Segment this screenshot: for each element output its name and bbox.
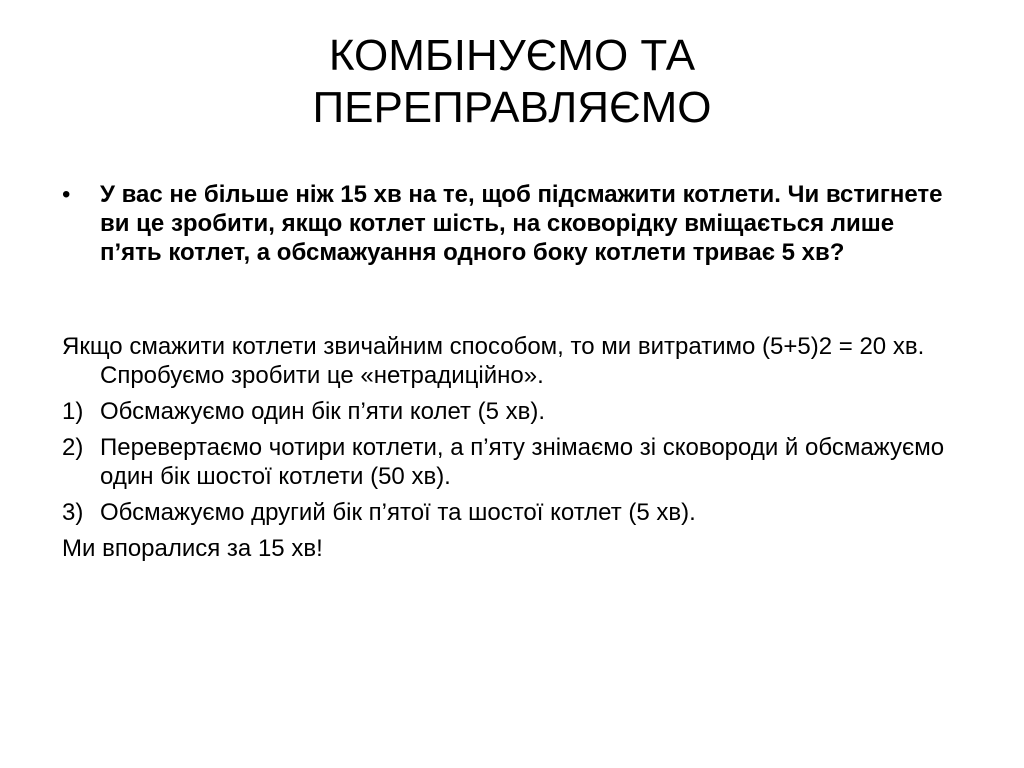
title-line-1: КОМБІНУЄМО ТА: [328, 31, 696, 80]
step-item-1: [62, 397, 962, 426]
intro-paragraph: Якщо смажити котлети звичайним способом, то ми витратимо (5+5)2 = 20 хв. Спробуємо зробити це «нетрадиційно».: [62, 333, 925, 389]
step-text: Обсмажуємо один бік п’яти колет (5 хв).: [100, 398, 546, 425]
step-number: 3): [62, 499, 84, 526]
bullet-marker: •: [62, 181, 71, 208]
step-text: Перевертаємо чотири котлети, а п’яту знімаємо зі сковороди й обсмажуємо один бік шостої котлети (50 хв).: [100, 434, 945, 490]
step-number: 2): [62, 434, 84, 461]
body-text: [62, 332, 962, 570]
step-number: 1): [62, 398, 84, 425]
slide-title: [100, 30, 924, 134]
title-line-2: ПЕРЕПРАВЛЯЄМО: [312, 83, 712, 132]
conclusion-paragraph: Ми впоралися за 15 хв!: [62, 535, 323, 562]
step-text: Обсмажуємо другий бік п’ятої та шостої котлет (5 хв).: [100, 499, 696, 526]
step-item-2: [62, 433, 962, 491]
bullet-text: У вас не більше ніж 15 хв на те, щоб підсмажити котлети. Чи встигнете ви це зробити, якщо котлет шість, на сковорідку вміщається лише п’ять котлет, а обсмажуання одного боку котлети триває 5 хв?: [100, 181, 943, 266]
step-item-3: [62, 498, 962, 527]
